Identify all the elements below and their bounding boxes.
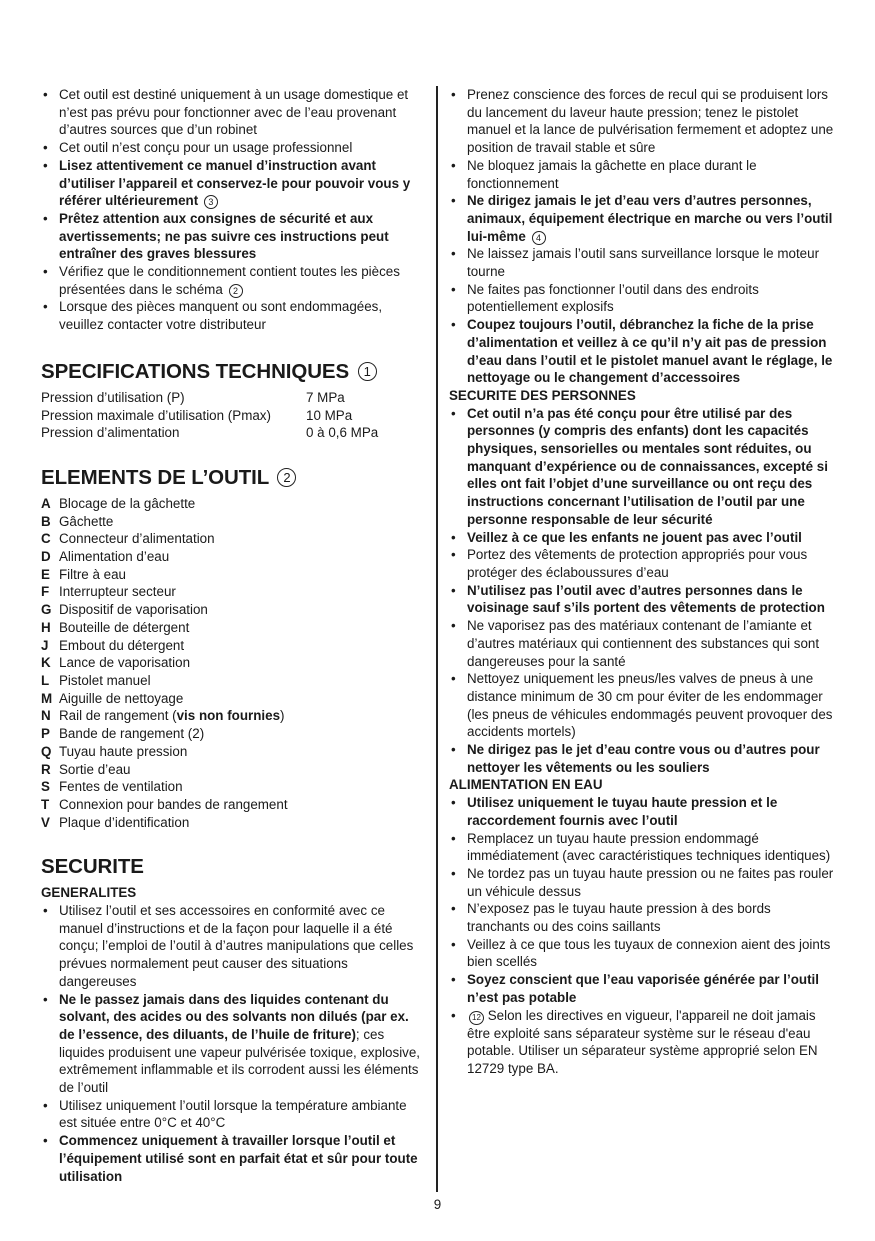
element-item	[41, 725, 425, 743]
ref-circle-icon: 4	[532, 231, 546, 245]
element-item	[41, 583, 425, 601]
element-text: Connecteur d’alimentation	[59, 531, 215, 547]
element-letter: J	[41, 637, 49, 653]
element-item	[41, 601, 425, 619]
list-item	[449, 865, 834, 900]
element-text: Lance de vaporisation	[59, 655, 191, 671]
spec-label: Pression d’alimentation	[41, 425, 180, 441]
item-text: Cet outil n’est conçu pour un usage professionnel	[59, 140, 353, 156]
element-text: Bande de rangement (2)	[59, 726, 205, 742]
item-text: Prêtez attention aux consignes de sécurité et aux avertissements; ne pas suivre ces instructions peut entraîner des graves blessures	[59, 210, 389, 262]
list-item	[449, 936, 834, 971]
alimentation-subheading: ALIMENTATION EN EAU	[449, 777, 603, 793]
element-item	[41, 672, 425, 690]
ref-circle-icon: 1	[358, 362, 377, 381]
element-letter: S	[41, 779, 50, 795]
element-text: Embout du détergent	[59, 637, 185, 653]
list-item	[449, 582, 834, 617]
item-text: Coupez toujours l’outil, débranchez la fiche de la prise d’alimentation et veillez à ce qu’il n’y ait pas de pression d’eau dans l’outil et le pistolet manuel avant le réglage, le nettoyage ou le changement d’accessoires	[467, 317, 833, 386]
element-item	[41, 743, 425, 761]
item-text: Utilisez l’outil et ses accessoires en conformité avec ce manuel d’instructions et de la façon pour laquelle il a été conçu; l’emploi de l’outil à d’autres manipulations que celles prévues normalement peut causer des situations dangereuses	[59, 903, 414, 989]
item-text: Utilisez uniquement le tuyau haute pression et le raccordement fournis avec l’outil	[467, 795, 778, 828]
element-text: Pistolet manuel	[59, 672, 151, 688]
item-text: Veillez à ce que tous les tuyaux de connexion aient des joints bien scellés	[467, 936, 831, 970]
element-letter: E	[41, 566, 50, 582]
list-item	[449, 830, 834, 865]
item-text: Ne laissez jamais l’outil sans surveillance lorsque le moteur tourne	[467, 246, 820, 280]
spec-row	[41, 407, 378, 425]
element-text: Sortie d’eau	[59, 761, 131, 777]
element-item	[41, 654, 425, 672]
item-text: Ne vaporisez pas des matériaux contenant de l’amiante et d’autres matériaux qui contiennent des substances qui sont dangereuses pour la santé	[467, 618, 820, 669]
element-item	[41, 814, 425, 832]
element-text: Filtre à eau	[59, 566, 126, 582]
list-item	[41, 902, 425, 991]
list-item	[449, 245, 834, 280]
ref-circle-icon: 12	[469, 1011, 484, 1025]
list-item	[449, 316, 834, 387]
element-letter: H	[41, 619, 51, 635]
element-text: Gâchette	[59, 513, 114, 529]
item-text: Soyez conscient que l’eau vaporisée générée par l’outil n’est pas potable	[467, 972, 819, 1005]
element-text: Tuyau haute pression	[59, 743, 188, 759]
element-letter: N	[41, 708, 51, 724]
specs-table	[41, 389, 378, 442]
generalites-list	[41, 902, 425, 1185]
list-item	[41, 157, 425, 210]
list-item	[449, 971, 834, 1006]
element-item	[41, 619, 425, 637]
item-text: Utilisez uniquement l’outil lorsque la température ambiante est située entre 0°C et 40°C	[59, 1097, 407, 1131]
left-column	[41, 86, 425, 1185]
element-letter: Q	[41, 743, 52, 759]
item-text: Lorsque des pièces manquent ou sont endommagées, veuillez contacter votre distributeur	[59, 299, 383, 333]
element-letter: A	[41, 495, 51, 511]
list-item	[41, 1132, 425, 1185]
item-text: N’utilisez pas l’outil avec d’autres personnes dans le voisinage sauf s’ils portent des vêtements de protection	[467, 582, 825, 616]
list-item	[449, 794, 834, 829]
right-column	[449, 86, 834, 1078]
list-item	[41, 1097, 425, 1132]
element-letter: M	[41, 690, 53, 706]
element-letter: R	[41, 761, 51, 777]
element-item	[41, 761, 425, 779]
personnes-list	[449, 405, 834, 777]
element-letter: T	[41, 796, 50, 812]
element-item	[41, 778, 425, 796]
spec-value: 10 MPa	[306, 407, 353, 423]
list-item	[449, 192, 834, 245]
element-letter: C	[41, 531, 51, 547]
item-text: Ne faites pas fonctionner l’outil dans des endroits potentiellement explosifs	[467, 281, 759, 315]
page-number: 9	[433, 1197, 442, 1212]
list-item	[449, 670, 834, 741]
generalites-subheading: GENERALITES	[41, 885, 137, 901]
item-text: Selon les directives en vigueur, l'appareil ne doit jamais être exploité sans séparateur système sur le réseau d'eau potable. Utiliser un séparateur système approprié selon EN 12729 type BA.	[467, 1007, 818, 1076]
spec-label: Pression d’utilisation (P)	[41, 389, 185, 405]
element-text: Plaque d’identification	[59, 814, 190, 830]
element-item	[41, 530, 425, 548]
list-item	[41, 991, 425, 1097]
ref-circle-icon: 2	[277, 468, 296, 487]
item-text: Nettoyez uniquement les pneus/les valves de pneus à une distance minimum de 30 cm pour éviter de les endommager (les pneus de véhicules endommagés peuvent provoquer des accidents mortels)	[467, 671, 833, 740]
element-item	[41, 690, 425, 708]
intro-list	[41, 86, 425, 334]
alimentation-list	[449, 794, 834, 1078]
element-text: Rail de rangement (	[59, 708, 177, 724]
item-text: Commencez uniquement à travailler lorsque l’outil et l’équipement utilisé sont en parfait état et sûr pour toute utilisation	[59, 1133, 418, 1184]
list-item	[449, 281, 834, 316]
spec-row	[41, 424, 378, 442]
element-text: Dispositif de vaporisation	[59, 602, 208, 618]
element-item	[41, 796, 425, 814]
elements-list	[41, 495, 425, 831]
element-text: Alimentation d’eau	[59, 549, 170, 565]
list-item	[449, 86, 834, 157]
list-item	[449, 546, 834, 581]
element-text: Interrupteur secteur	[59, 584, 176, 600]
item-text: Veillez à ce que les enfants ne jouent pas avec l’outil	[467, 529, 802, 545]
element-letter: B	[41, 513, 51, 529]
element-text: Fentes de ventilation	[59, 779, 183, 795]
element-letter: P	[41, 726, 50, 742]
ref-circle-icon: 2	[229, 284, 243, 298]
element-letter: F	[41, 584, 50, 600]
list-item	[41, 139, 425, 157]
item-text: Ne dirigez jamais le jet d’eau vers d’autres personnes, animaux, équipement électrique en marche ou vers l’outil lui-même	[467, 193, 833, 244]
element-item	[41, 495, 425, 513]
element-item	[41, 513, 425, 531]
specs-heading: SPECIFICATIONS TECHNIQUES 1	[41, 360, 425, 384]
list-item	[449, 1007, 834, 1078]
item-text: Cet outil n’a pas été conçu pour être utilisé par des personnes (y compris des enfants) dont les capacités physiques, sensorielles ou mentales sont réduites, ou manquant d’expérience ou de connaissances, excepté si elles ont fait l’objet d’une surveillance ou ont reçu des instructions concernant l’utilisation de l’outil par une personne responsable de leur sécurité	[467, 405, 828, 527]
item-text: Remplacez un tuyau haute pression endommagé immédiatement (avec caractéristiques techniques identiques)	[467, 830, 831, 864]
element-letter: K	[41, 655, 51, 671]
item-text: N’exposez pas le tuyau haute pression à des bords tranchants ou des coins saillants	[467, 901, 771, 935]
item-text: Portez des vêtements de protection appropriés pour vous protéger des éclaboussures d’eau	[467, 547, 808, 580]
ref-circle-icon: 3	[204, 195, 218, 209]
item-text: Prenez conscience des forces de recul qui se produisent lors du lancement du laveur haute pression; tenez le pistolet manuel et la lance de pulvérisation fermement et adoptez une position de travail stable et sûre	[467, 87, 834, 156]
element-text: Blocage de la gâchette	[59, 495, 196, 511]
elements-heading: ELEMENTS DE L’OUTIL 2	[41, 466, 425, 490]
list-item	[41, 298, 425, 333]
column-divider	[436, 86, 438, 1192]
element-text: Connexion pour bandes de rangement	[59, 796, 288, 812]
securite-heading: SECURITE	[41, 855, 144, 879]
spec-label: Pression maximale d’utilisation (Pmax)	[41, 407, 271, 423]
element-letter: D	[41, 549, 51, 565]
spec-value: 7 MPa	[306, 389, 345, 405]
list-item	[41, 263, 425, 298]
list-item	[449, 741, 834, 776]
element-text-after: )	[280, 708, 285, 724]
list-item	[449, 900, 834, 935]
element-text: Bouteille de détergent	[59, 619, 190, 635]
list-item	[449, 157, 834, 192]
spec-value: 0 à 0,6 MPa	[306, 425, 379, 441]
list-item	[449, 529, 834, 547]
safety-list	[449, 86, 834, 387]
item-text: Cet outil est destiné uniquement à un usage domestique et n’est pas prévu pour fonctionner avec de l’eau provenant d’autres sources que d’un robinet	[59, 87, 409, 138]
list-item	[41, 210, 425, 263]
list-item	[449, 617, 834, 670]
element-letter: L	[41, 672, 50, 688]
spec-row	[41, 389, 378, 407]
list-item	[449, 405, 834, 529]
item-text: Ne tordez pas un tuyau haute pression ou ne faites pas rouler un véhicule dessus	[467, 865, 834, 899]
bold-text: Ne le passez jamais dans des liquides contenant du solvant, des acides ou des solvants non dilués (par ex. de l’essence, des diluants, de l’huile de friture)	[59, 991, 409, 1042]
element-item	[41, 566, 425, 584]
list-item	[41, 86, 425, 139]
item-text: Vérifiez que le conditionnement contient toutes les pièces présentées dans le schéma	[59, 264, 400, 297]
element-item	[41, 637, 425, 655]
element-item	[41, 548, 425, 566]
item-text: Ne bloquez jamais la gâchette en place durant le fonctionnement	[467, 157, 757, 191]
element-text: Aiguille de nettoyage	[59, 690, 184, 706]
element-bold-text: vis non fournies	[176, 708, 281, 724]
element-item	[41, 707, 425, 725]
item-text: Ne dirigez pas le jet d’eau contre vous ou d’autres pour nettoyer les vêtements ou les souliers	[467, 742, 820, 775]
item-text: Lisez attentivement ce manuel d’instruction avant d’utiliser l’appareil et conservez-le pour pouvoir vous y référer ultérieurement	[59, 157, 411, 209]
element-letter: V	[41, 814, 50, 830]
item-text: ; ces liquides produisent une vapeur pulvérisée toxique, explosive, extrêmement inflammable et ils corrodent aussi les éléments de l’outil	[59, 1026, 421, 1096]
element-letter: G	[41, 602, 52, 618]
personnes-subheading: SECURITE DES PERSONNES	[449, 387, 636, 403]
